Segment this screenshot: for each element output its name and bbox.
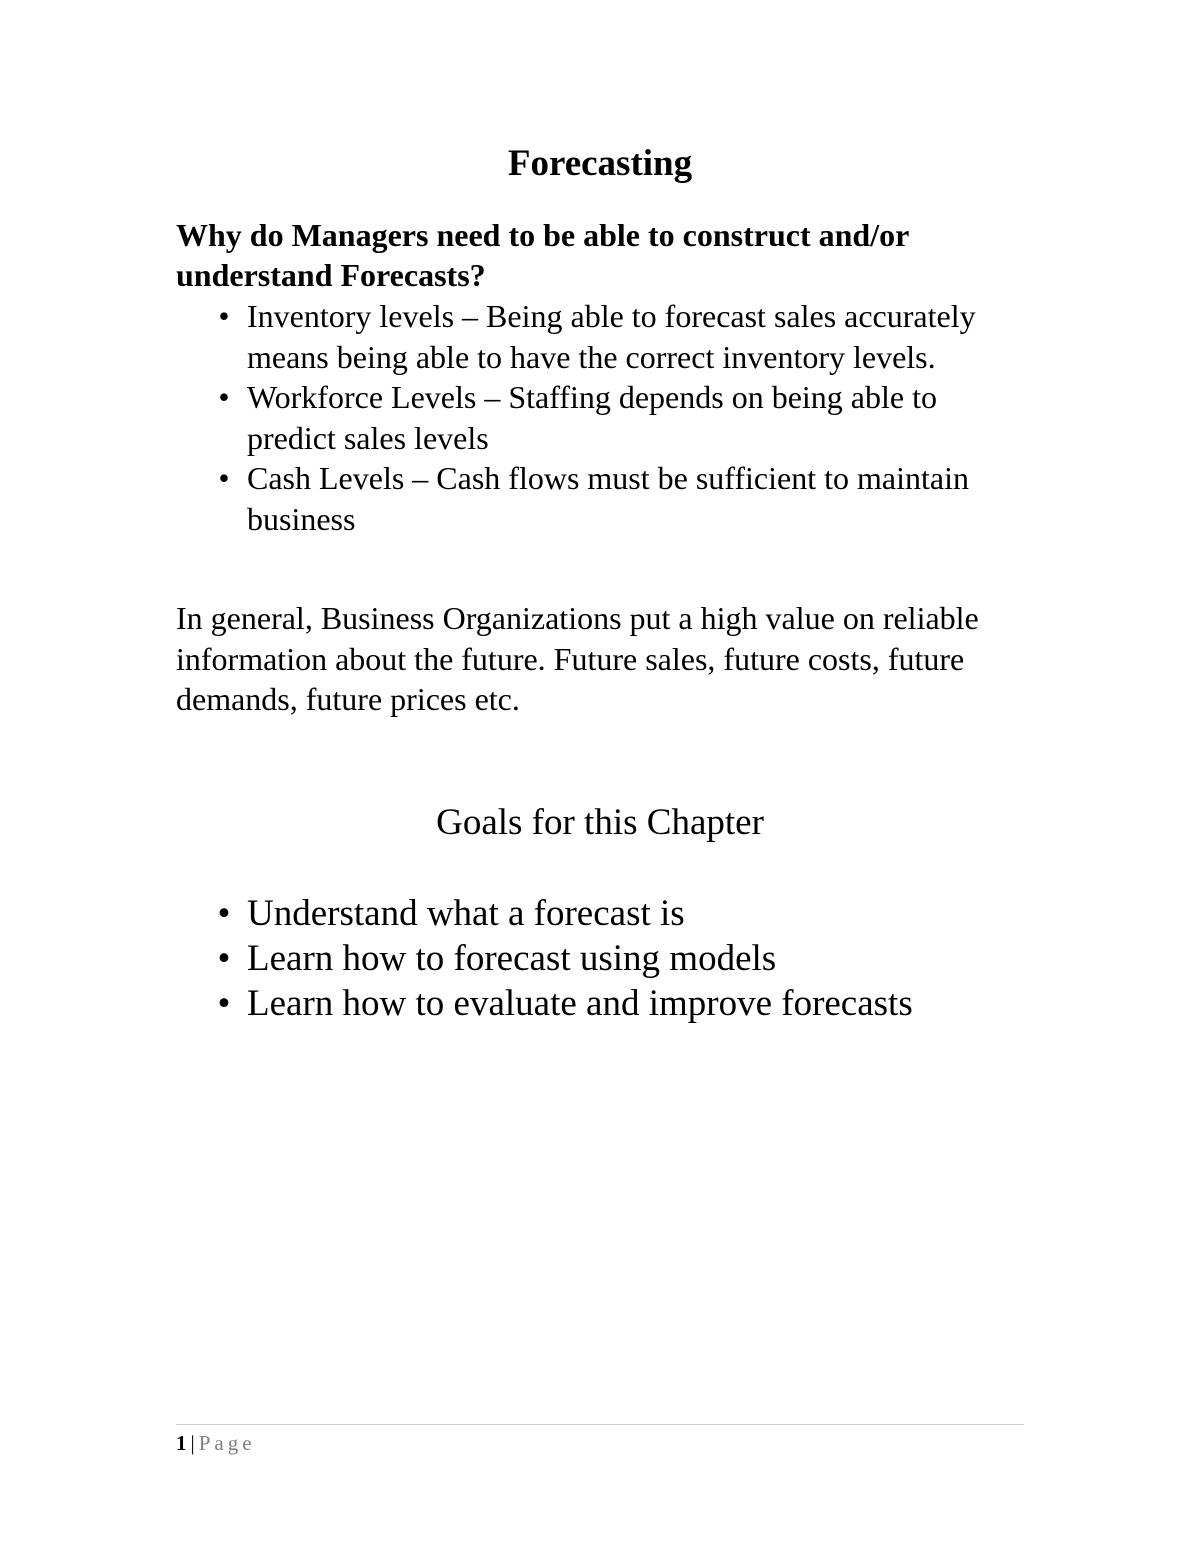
bullet-icon: • [218,460,230,496]
list-item [176,377,1024,458]
list-item [176,981,1024,1026]
bullet-icon: • [217,893,231,934]
bullet-icon: • [217,938,231,979]
page-footer [176,1430,256,1456]
bullet-icon: • [218,379,230,415]
page-number: 1 [176,1431,187,1455]
goal-text: Learn how to evaluate and improve forecasts [247,983,913,1024]
bullet-icon: • [218,298,230,334]
general-paragraph: In general, Business Organizations put a high value on reliable information about the future. Future sales, future costs, future demands, future prices etc. [176,600,979,717]
question-heading: Why do Managers need to be able to construct and/or understand Forecasts? [176,217,909,293]
document-page [176,0,1024,1553]
footer-separator: | [190,1431,195,1455]
goals-heading: Goals for this Chapter [436,802,764,843]
reason-text: Workforce Levels – Staffing depends on being able to predict sales levels [247,379,937,456]
footer-divider [176,1424,1024,1425]
list-item [176,458,1024,539]
goal-text: Understand what a forecast is [247,893,685,934]
goals-list [176,891,1024,1026]
page-title: Forecasting [507,143,693,184]
list-item [176,296,1024,377]
reason-text: Inventory levels – Being able to forecast sales accurately means being able to have the correct inventory levels. [247,298,976,375]
bullet-icon: • [217,983,231,1024]
reasons-list [176,296,1024,539]
list-item [176,936,1024,981]
reason-text: Cash Levels – Cash flows must be sufficient to maintain business [247,460,969,537]
list-item [176,891,1024,936]
page-label: Page [198,1431,256,1455]
goal-text: Learn how to forecast using models [247,938,777,979]
